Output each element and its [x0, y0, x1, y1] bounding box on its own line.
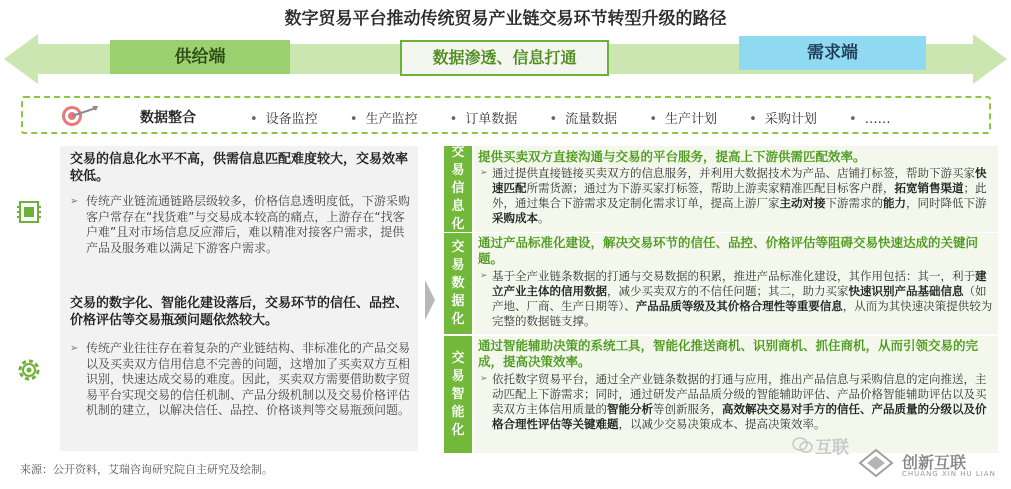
emphasis-text: 能力: [883, 196, 906, 210]
gear-icon: [15, 356, 43, 384]
chevron-right-icon: [423, 150, 443, 450]
emphasis-text: 主动对接: [779, 196, 826, 210]
body-text: 等创新服务，: [653, 402, 722, 416]
stage-3-body: [480, 372, 994, 432]
body-text: 所需货源；通过为下游买家打标签，帮助上游卖家精准匹配目标客户群，: [526, 181, 895, 195]
problem-1-body: 传统产业链流通链路层级较多，价格信息透明度低，下游采购客户常存在“找货难”与交易成本较高的痛点，上游存在“找客户难”且对市场信息反应滞后，难以精准对接客户需求，提供产品及服务难以满足下游客户需求。: [86, 194, 411, 255]
bullet-triangle-icon: ➢: [70, 343, 79, 354]
emphasis-text: 建立产业主体的信用数据: [492, 269, 987, 298]
stage-panel-intelligentization: [474, 336, 998, 453]
target-icon: [58, 104, 98, 128]
bullet-triangle-icon: ➢: [70, 196, 79, 207]
stage-panel-datafication: [474, 233, 998, 334]
body-text: ，同时降低下游: [906, 196, 987, 210]
bullet-triangle-icon: ➢: [480, 271, 488, 281]
data-item: • ……: [848, 112, 891, 127]
stage-1-heading: 提供买卖双方直接沟通与交易的平台服务，提高上下游供需匹配效率。: [478, 149, 866, 164]
demand-side-label: 需求端: [739, 36, 926, 70]
emphasis-text: 快速识别产品基础信息: [848, 284, 964, 298]
body-text: 。: [538, 211, 550, 225]
data-item: • 生产监控: [349, 112, 418, 127]
data-penetration-label: 数据渗透、信息打通: [400, 40, 609, 76]
body-text: ；此外，通过集合下游需求及定制化需求订单，提高上游厂家: [492, 181, 987, 210]
source-note: 来源：公开资料，艾瑞咨询研究院自主研究及绘制。: [20, 463, 273, 476]
data-integration-title: 数据整合: [140, 110, 196, 126]
brand-logo-icon: [858, 448, 894, 478]
body-text: ，减少买卖双方的不信任问题；其二，助力买家: [607, 284, 849, 298]
data-item: • 流量数据: [549, 112, 618, 127]
body-text: 通过提供直接链接买卖双方的信息服务，并利用大数据技术为产品、店铺打标签，帮助下游买家: [492, 166, 975, 180]
stage-2-heading: 通过产品标准化建设，解决交易环节的信任、品控、价格评估等阻碍交易快速达成的关键问题。: [478, 235, 979, 266]
data-item: • 生产计划: [649, 112, 717, 127]
data-item: • 采购计划: [749, 112, 817, 127]
brand-subtitle: CHUANG XIN HU LIAN: [902, 470, 996, 478]
stage-3-heading: 通过智能辅助决策的系统工具，智能化推送商机、识别商机、抓住商机，从而引领交易的完成，提高决策效率。: [478, 338, 979, 369]
stage-panel-informatization: [474, 146, 998, 232]
data-item: • 设备监控: [250, 112, 318, 127]
bullet-triangle-icon: ➢: [480, 168, 488, 178]
stage-1-body: [480, 166, 994, 226]
emphasis-text: 智能分析: [607, 402, 653, 416]
data-item: • 订单数据: [449, 112, 518, 127]
stage-label-informatization: 交易信息化: [444, 146, 472, 232]
body-text: ，以减少交易决策成本、提高决策效率。: [618, 417, 826, 431]
brand-name: 创新互联: [902, 453, 967, 472]
body-text: 依托数字贸易平台，通过全产业链条数据的打通与应用，推出产品信息与采购信息的定向推送，主动匹配上下游需求；同时，通过研发产品品质分级的智能辅助评估、产品价格智能辅助评估以及买卖双方主体信用质量的: [492, 372, 987, 416]
page-title: 数字贸易平台推动传统贸易产业链交易环节转型升级的路径: [284, 9, 727, 29]
emphasis-text: 快速匹配: [492, 166, 987, 195]
problem-2-heading: 交易的数字化、智能化建设落后，交易环节的信任、品控、价格评估等交易瓶颈问题依然较大。: [70, 296, 409, 328]
bullet-triangle-icon: ➢: [480, 374, 488, 384]
stage-label-datafication: 交易数据化: [444, 233, 472, 334]
data-integration-items: [250, 108, 919, 127]
stage-label-intelligentization: 交易智能化: [444, 336, 472, 453]
emphasis-text: 拓宽销售渠道: [894, 181, 964, 195]
emphasis-text: 产品品质等级及其价格合理性等重要信息: [635, 299, 843, 313]
stage-2-body: [480, 269, 994, 329]
supply-side-label: 供给端: [110, 40, 290, 74]
chip-icon: [17, 198, 41, 226]
problem-2-body: 传统产业往往存在着复杂的产业链结构、非标准化的产品交易以及买卖双方信用信息不完善的问题，这增加了买卖双方互相识别，快速达成交易的难度。因此，买卖双方需要借助数字贸易平台实现交易的信任机制、产品分级机制以及交易价格评估机制的建立，以解决信任、品控、价格谈判等交易瓶颈问题。: [86, 341, 411, 417]
body-text: （如产地、厂商、生产日期等）、: [492, 284, 987, 313]
body-text: ，从而为其快速决策提供较为完整的数据链支撑。: [492, 299, 993, 328]
problem-1-heading: 交易的信息化水平不高，供需信息匹配难度较大，交易效率较低。: [70, 152, 409, 184]
watermark-text: 互联: [815, 438, 849, 458]
body-text: 下游需求的: [825, 196, 883, 210]
wechat-icon: [792, 436, 814, 454]
emphasis-text: 采购成本: [492, 211, 538, 225]
emphasis-text: 高效解决交易对手方的信任、产品质量的分级以及价格合理性评估等关键难题: [492, 402, 987, 431]
body-text: 基于全产业链条数据的打通与交易数据的积累，推进产品标准化建设，其作用包括：其一，利于: [492, 269, 975, 283]
